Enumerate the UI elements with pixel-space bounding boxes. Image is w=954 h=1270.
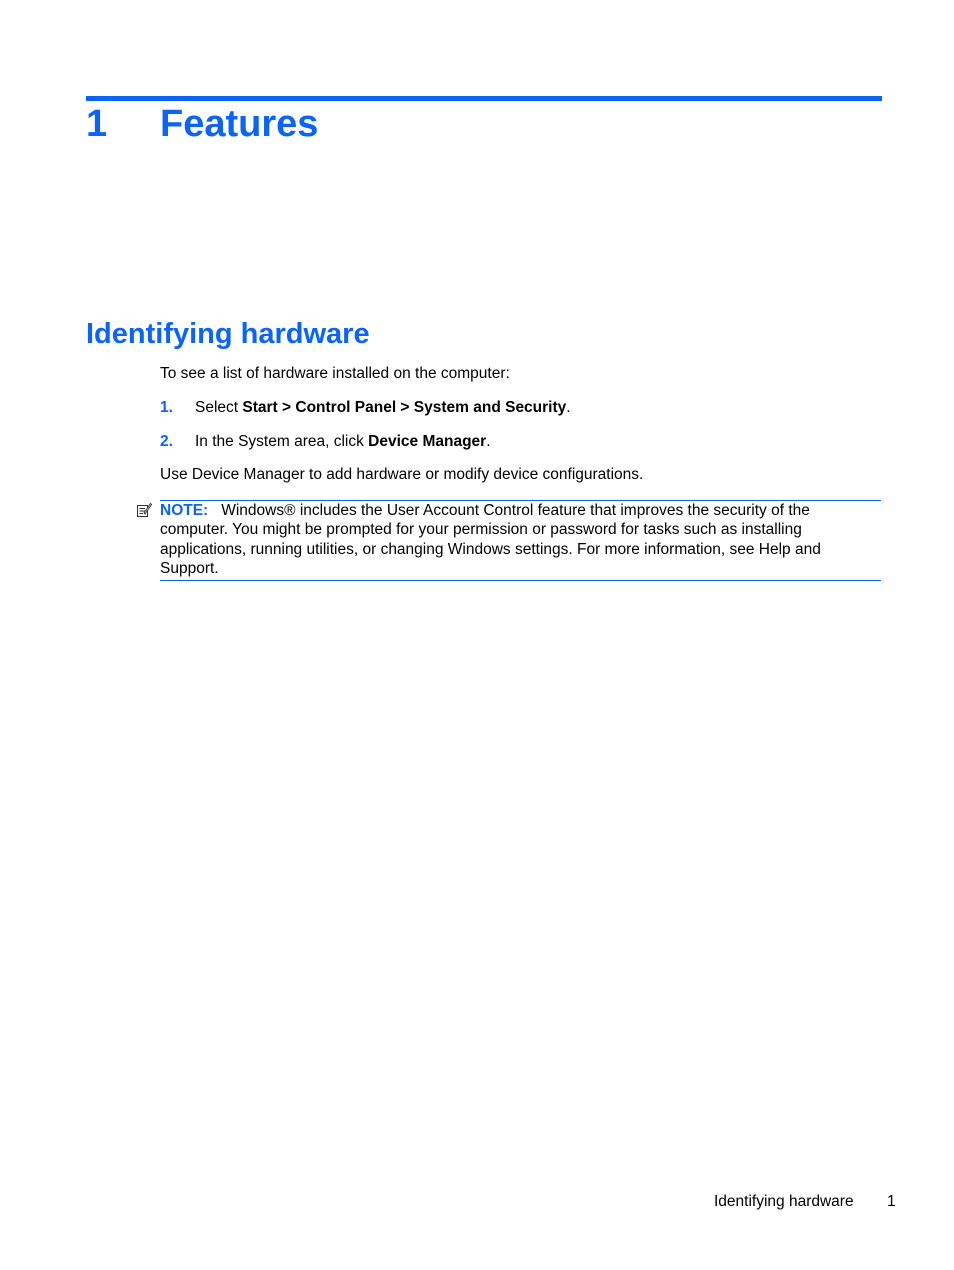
note-text: Windows® includes the User Account Control feature that improves the security of the computer. You might be prompted for your permission or password for tasks such as installing applications, running utilities, or changing Windows settings. For more information, see Help and Support.	[160, 502, 821, 577]
step-number: 2.	[160, 433, 173, 450]
footer-page-number: 1	[887, 1193, 896, 1210]
step-item	[160, 432, 491, 452]
footer-section-title: Identifying hardware	[714, 1193, 854, 1210]
note-icon	[136, 502, 152, 518]
step-text	[195, 398, 571, 418]
step-prefix: Select	[195, 399, 243, 416]
step-prefix: In the System area, click	[195, 433, 369, 450]
chapter-heading	[86, 100, 318, 148]
step-suffix: .	[566, 399, 571, 416]
chapter-title: Features	[160, 103, 319, 145]
section-heading: Identifying hardware	[86, 318, 370, 350]
step-item	[160, 398, 571, 418]
usage-paragraph: Use Device Manager to add hardware or modify device configurations.	[160, 466, 644, 483]
intro-paragraph: To see a list of hardware installed on the computer:	[160, 365, 510, 382]
step-bold-path: Start > Control Panel > System and Security	[242, 399, 567, 416]
step-bold-path: Device Manager	[368, 433, 487, 450]
step-suffix: .	[486, 433, 491, 450]
note-box	[160, 500, 881, 581]
chapter-number: 1	[86, 103, 108, 145]
step-number: 1.	[160, 399, 173, 416]
note-label: NOTE:	[160, 502, 209, 519]
step-text	[195, 432, 491, 452]
